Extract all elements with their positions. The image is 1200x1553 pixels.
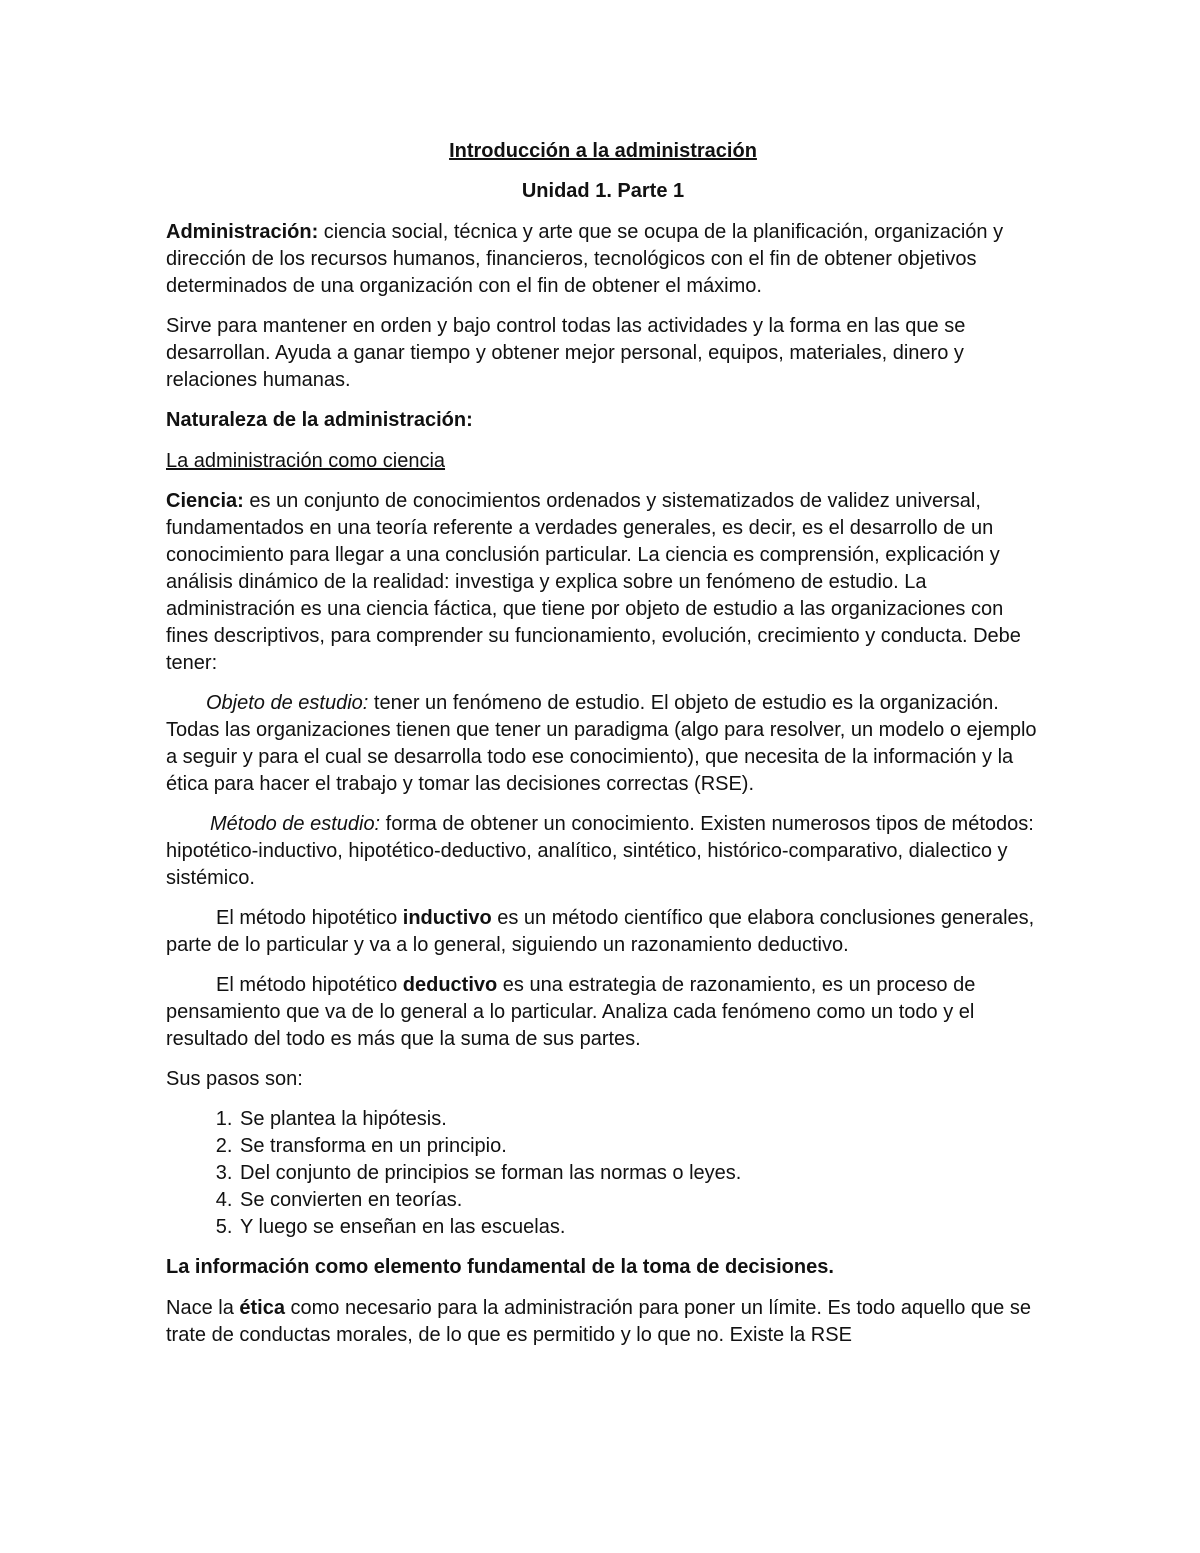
paragraph-metodo-inductivo [166, 905, 1040, 959]
term-administracion: Administración: [166, 221, 319, 243]
paragraph-text: tener un fenómeno de estudio. El objeto de estudio es la organización. Todas las organizaciones tienen que tener un paradigma (algo para resolver, un modelo o ejemplo a seguir y para el cual se desarrolla todo ese conocimiento), que necesita de la información y la ética para hacer el trabajo y tomar las decisiones correctas (RSE). [166, 692, 1037, 795]
term-metodo-estudio: Método de estudio: [210, 813, 381, 835]
list-item: 1. Se plantea la hipótesis. [238, 1106, 1040, 1133]
list-item: 4. Se convierten en teorías. [238, 1187, 1040, 1214]
term-ciencia: Ciencia: [166, 490, 244, 512]
paragraph-text: El método hipotético [216, 974, 403, 996]
paragraph-text: forma de obtener un conocimiento. Existen numerosos tipos de métodos: hipotético-inductivo, hipotético-deductivo, analítico, sintético, histórico-comparativo, dialectico y sistémico. [166, 813, 1034, 889]
heading-naturaleza: Naturaleza de la administración: [166, 409, 473, 431]
document-subtitle: Unidad 1. Parte 1 [521, 180, 685, 202]
paragraph-etica [166, 1295, 1040, 1349]
paragraph-text: El método hipotético [216, 907, 403, 929]
paragraph-text: Nace la [166, 1297, 240, 1319]
paragraph-text: ciencia social, técnica y arte que se ocupa de la planificación, organización y dirección de los recursos humanos, financieros, tecnológicos con el fin de obtener objetivos determinados de una organización con el fin de obtener el máximo. [166, 221, 1004, 297]
paragraph-ciencia [166, 488, 1040, 677]
list-item: 3. Del conjunto de principios se forman las normas o leyes. [238, 1160, 1040, 1187]
term-objeto-estudio: Objeto de estudio: [206, 692, 369, 714]
paragraph-text: es un conjunto de conocimientos ordenados y sistematizados de validez universal, fundamentados en una teoría referente a verdades generales, es decir, es el desarrollo de un conocimiento para llegar a una conclusión particular. La ciencia es comprensión, explicación y análisis dinámico de la realidad: investiga y explica sobre un fenómeno de estudio. La administración es una ciencia fáctica, que tiene por objeto de estudio a las organizaciones con fines descriptivos, para comprender su funcionamiento, evolución, crecimiento y conducta. Debe tener: [166, 490, 1021, 674]
list-item: 5. Y luego se enseñan en las escuelas. [238, 1214, 1040, 1241]
paragraph-text: es un método científico que elabora conclusiones generales, parte de lo particular y va a lo general, siguiendo un razonamiento deductivo. [166, 907, 1035, 956]
paragraph-pasos: Sus pasos son: [166, 1068, 303, 1090]
term-deductivo: deductivo [402, 974, 498, 996]
list-item: 2. Se transforma en un principio. [238, 1133, 1040, 1160]
paragraph-text: como necesario para la administración para poner un límite. Es todo aquello que se trate de conductas morales, de lo que es permitido y lo que no. Existe la RSE [166, 1297, 1031, 1346]
subheading-ciencia: La administración como ciencia [166, 450, 446, 472]
heading-informacion: La información como elemento fundamental de la toma de decisiones. [166, 1256, 834, 1278]
paragraph-administracion [166, 219, 1040, 300]
steps-list [166, 1106, 1040, 1241]
term-etica: ética [239, 1297, 285, 1319]
document-title: Introducción a la administración [449, 140, 757, 162]
paragraph-sirve: Sirve para mantener en orden y bajo control todas las actividades y la forma en las que se desarrollan. Ayuda a ganar tiempo y obtener mejor personal, equipos, materiales, dinero y relaciones humanas. [166, 315, 966, 391]
paragraph-objeto-estudio [166, 690, 1040, 798]
paragraph-metodo-estudio [166, 811, 1040, 892]
paragraph-text: es una estrategia de razonamiento, es un proceso de pensamiento que va de lo general a lo particular. Analiza cada fenómeno como un todo y el resultado del todo es más que la suma de sus partes. [166, 974, 976, 1050]
paragraph-metodo-deductivo [166, 972, 1040, 1053]
term-inductivo: inductivo [402, 907, 492, 929]
